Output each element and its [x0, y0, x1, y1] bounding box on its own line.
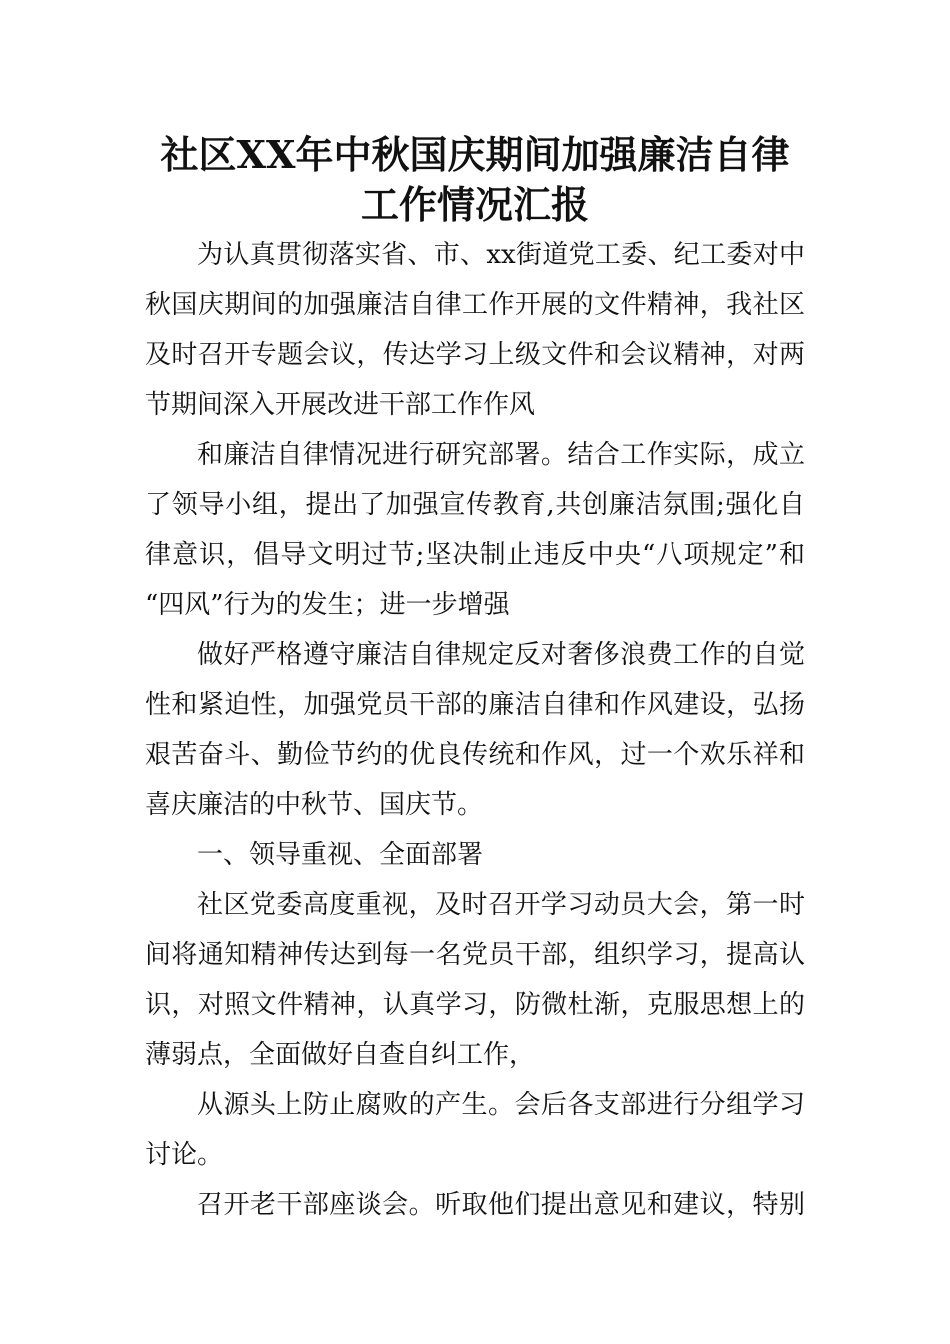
document-title-line-1: 社区XX年中秋国庆期间加强廉洁自律: [160, 132, 790, 177]
paragraph-line: 社区党委高度重视，及时召开学习动员大会，第一时: [197, 890, 805, 920]
paragraph-line: 律意识，倡导文明过节;坚决制止违反中央“八项规定”和: [145, 540, 805, 570]
paragraph-line: 节期间深入开展改进干部工作作风: [145, 390, 536, 420]
paragraph-line: 讨论。: [145, 1140, 224, 1170]
section-heading: 一、领导重视、全面部署: [197, 840, 484, 870]
paragraph-line: 间将通知精神传达到每一名党员干部，组织学习，提高认: [145, 940, 805, 970]
paragraph-line: 和廉洁自律情况进行研究部署。结合工作实际，成立: [197, 440, 805, 470]
paragraph-line: 喜庆廉洁的中秋节、国庆节。: [145, 790, 484, 820]
paragraph-line: 从源头上防止腐败的产生。会后各支部进行分组学习: [197, 1090, 805, 1120]
paragraph-line: 薄弱点，全面做好自查自纠工作，: [145, 1040, 536, 1070]
paragraph-line: 及时召开专题会议，传达学习上级文件和会议精神，对两: [145, 340, 805, 370]
paragraph-line: 做好严格遵守廉洁自律规定反对奢侈浪费工作的自觉: [197, 640, 805, 670]
paragraph-line: 性和紧迫性，加强党员干部的廉洁自律和作风建设，弘扬: [145, 690, 805, 720]
paragraph-line: 了领导小组，提出了加强宣传教育,共创廉洁氛围;强化自: [145, 490, 805, 520]
paragraph-line: “四风”行为的发生；进一步增强: [145, 590, 510, 620]
paragraph-line: 为认真贯彻落实省、市、xx街道党工委、纪工委对中: [197, 240, 805, 270]
paragraph-line: 秋国庆期间的加强廉洁自律工作开展的文件精神，我社区: [145, 290, 805, 320]
paragraph-line: 识，对照文件精神，认真学习，防微杜渐，克服思想上的: [145, 990, 805, 1020]
document-title-line-2: 工作情况汇报: [360, 182, 589, 227]
paragraph-line: 艰苦奋斗、勤俭节约的优良传统和作风，过一个欢乐祥和: [145, 740, 805, 770]
paragraph-line: 召开老干部座谈会。听取他们提出意见和建议，特别: [197, 1190, 805, 1220]
